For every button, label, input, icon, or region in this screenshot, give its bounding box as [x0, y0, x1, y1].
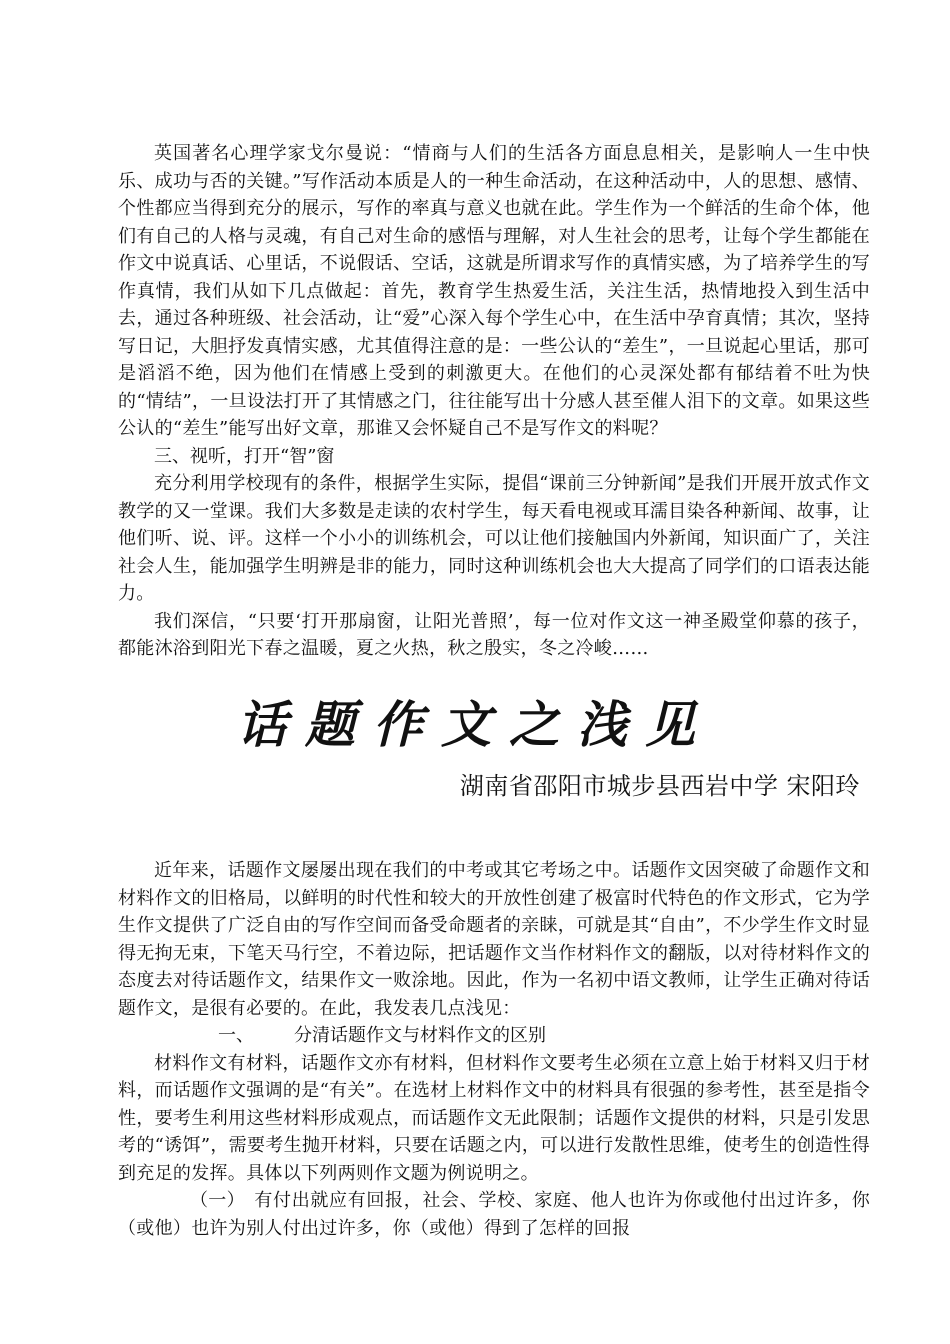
article-body	[118, 857, 870, 1242]
article-author: 湖南省邵阳市城步县西岩中学 宋阳玲	[459, 772, 860, 800]
article-title: 话题作文之浅见	[237, 695, 713, 754]
paragraph-emotional-quotient: 英国著名心理学家戈尔曼说：“情商与人们的生活各方面息息相关，是影响人一生中快乐、成功与否的关键。”写作活动本质是人的一种生命活动，在这种活动中，人的思想、感情、个性都应当得到充分的展示，写作的率真与意义也就在此。学生作为一个鲜活的生命个体，他们有自己的人格与灵魂，有自己对生命的感悟与理解，对人生社会的思考，让每个学生都能在作文中说真话、心里话，不说假话、空话，这就是所谓求写作的真情实感，为了培养学生的写作真情，我们从如下几点做起：首先，教育学生热爱生活，关注生活，热情地投入到生活中去，通过各种班级、社会活动，让“爱”心深入每个学生心中，在生活中孕育真情；其次，坚持写日记，大胆抒发真情实感，尤其值得注意的是：一些公认的“差生”，一旦说起心里话，那可是滔滔不绝，因为他们在情感上受到的刺激更大。在他们的心灵深处都有郁结着不吐为快的“情结”，一旦设法打开了其情感之门，往往能写出十分感人甚至催人泪下的文章。如果这些公认的“差生”能写出好文章，那谁又会怀疑自己不是写作文的料呢？	[118, 143, 870, 439]
example-item-one	[118, 1187, 870, 1242]
paragraph-intro: 近年来，话题作文屡屡出现在我们的中考或其它考场之中。话题作文因突破了命题作文和材料作文的旧格局，以鲜明的时代性和较大的开放性创建了极富时代特色的作文形式，它为学生作文提供了广泛自由的写作空间而备受命题者的亲睐，可就是其“自由”，不少学生作文时显得无拘无束，下笔天马行空，不着边际，把话题作文当作材料作文的翻版，以对待材料作文的态度去对待话题作文，结果作文一败涂地。因此，作为一名初中语文教师，让学生正确对待话题作文，是很有必要的。在此，我发表几点浅见：	[118, 860, 870, 1019]
section-heading-listening: 三、视听，打开“智”窗	[154, 445, 335, 467]
paragraph-conclusion: 我们深信，“只要‘打开那扇窗，让阳光普照’，每一位对作文这一神圣殿堂仰慕的孩子，都能沐浴到阳光下春之温暖，夏之火热，秋之殷实，冬之冷峻……	[118, 610, 870, 659]
paragraph-news-minutes: 充分利用学校现有的条件，根据学生实际，提倡“课前三分钟新闻”是我们开展开放式作文教学的又一堂课。我们大多数是走读的农村学生，每天看电视或耳濡目染各种新闻、故事，让他们听、说、评。这样一个小小的训练机会，可以让他们接触国内外新闻，知识面广了，关注社会人生，能加强学生明辨是非的能力，同时这种训练机会也大大提高了同学们的口语表达能力。	[118, 473, 870, 604]
heading-number: 一、	[218, 1025, 254, 1046]
item-label: （一）	[190, 1190, 245, 1211]
item-text: 有付出就应有回报，社会、学校、家庭、他人也许为你或他付出过许多，你（或他）也许为别人付出过许多，你（或他）得到了怎样的回报	[118, 1190, 870, 1239]
previous-article-tail	[118, 140, 870, 663]
section-heading-one	[118, 1022, 870, 1050]
heading-text: 分清话题作文与材料作文的区别	[294, 1025, 546, 1046]
paragraph-material-vs-topic: 材料作文有材料，话题作文亦有材料，但材料作文要考生必须在立意上始于材料又归于材料，而话题作文强调的是“有关”。在选材上材料作文中的材料具有很强的参考性，甚至是指令性，要考生利用这些材料形成观点，而话题作文无此限制；话题作文提供的材料，只是引发思考的“诱饵”，需要考生抛开材料，只要在话题之内，可以进行发散性思维，使考生的创造性得到充足的发挥。具体以下列两则作文题为例说明之。	[118, 1052, 870, 1184]
